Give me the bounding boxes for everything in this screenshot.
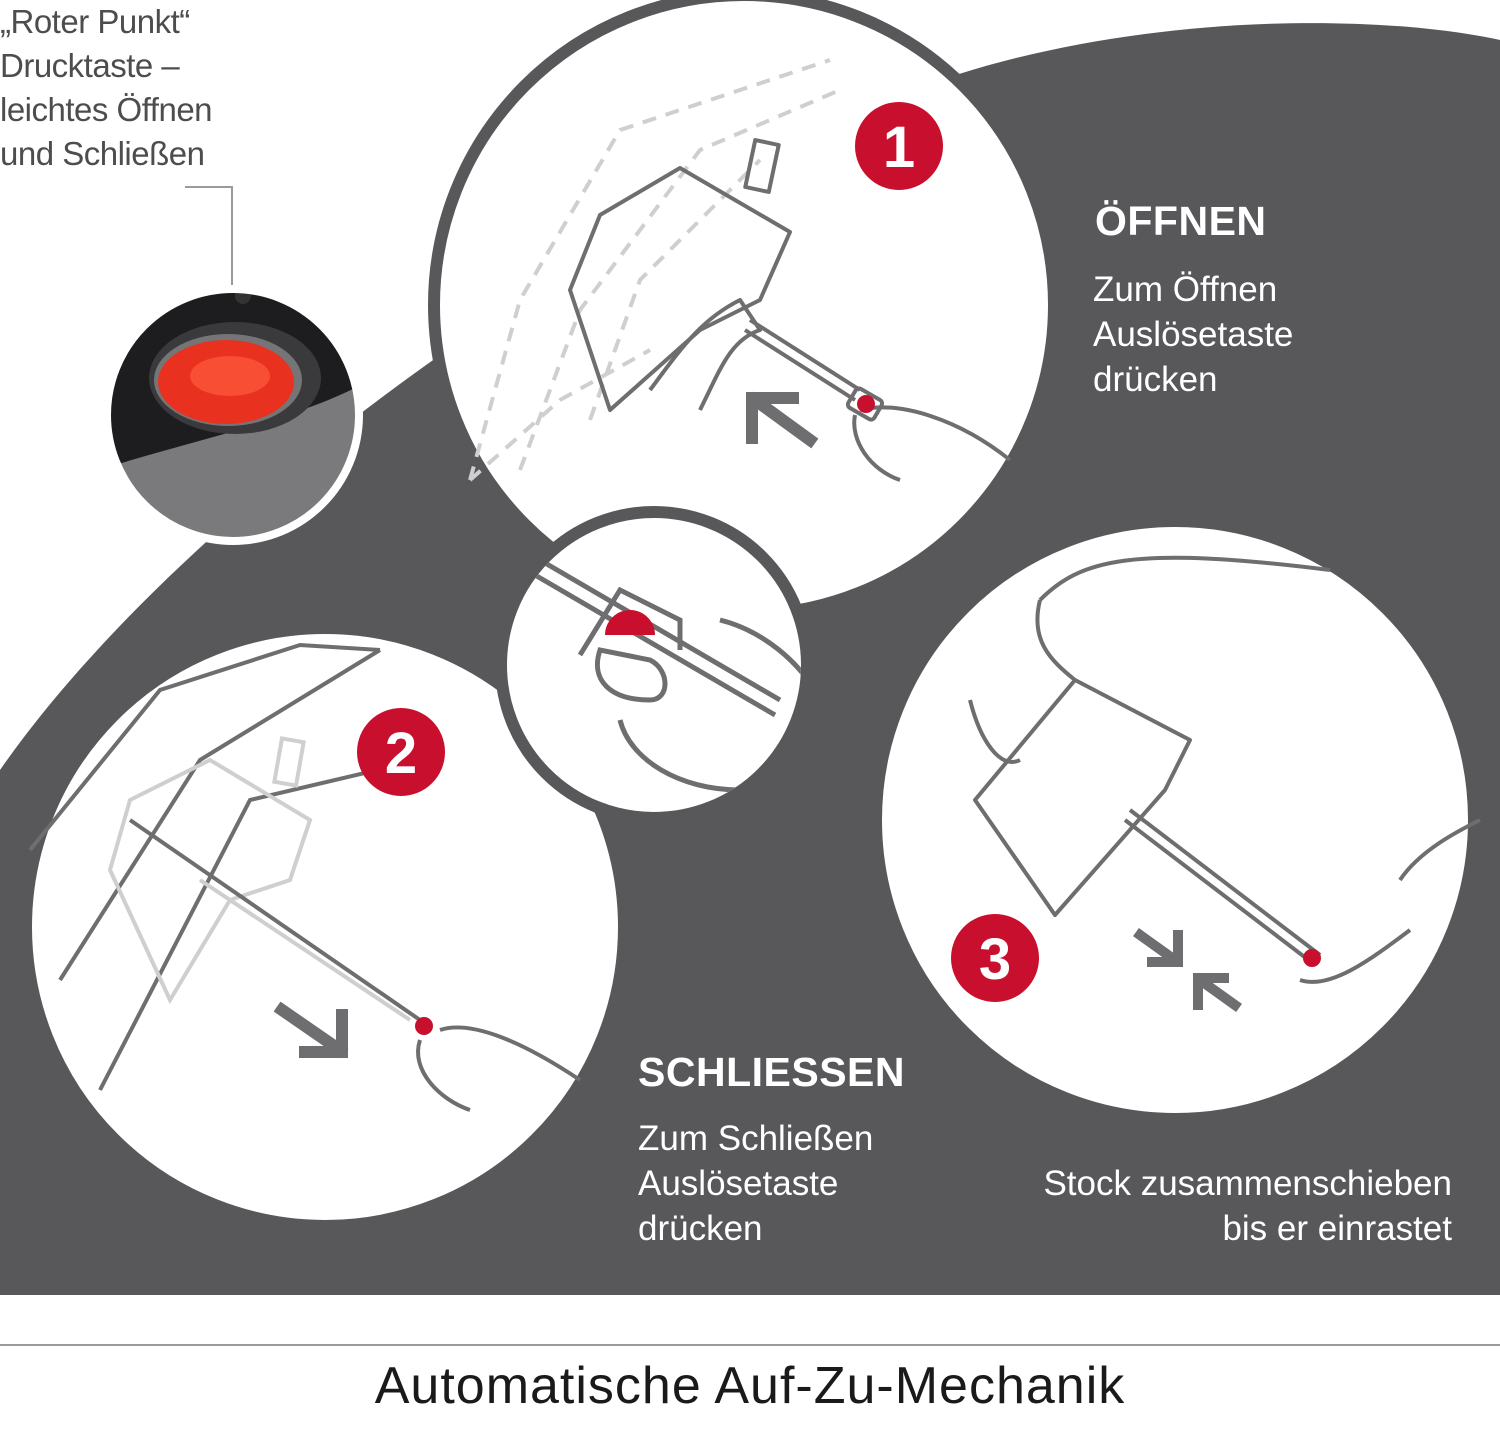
step-2-number: 2 — [384, 721, 418, 786]
step-1-illustration — [434, 0, 1054, 615]
step-2-line-2: Auslösetaste — [638, 1164, 839, 1203]
step-2-heading: SCHLIESSEN — [638, 1049, 905, 1095]
step-2-description — [638, 1116, 898, 1251]
step-1-line-2: Auslösetaste — [1093, 315, 1294, 354]
callout-leader-line — [185, 187, 232, 292]
callout-line-1: „Roter Punkt“ — [0, 3, 190, 40]
footer-title: Automatische Auf-Zu-Mechanik — [374, 1357, 1126, 1415]
step-3-line-1: Stock zusammenschieben — [1043, 1164, 1452, 1203]
step-3-line-2: bis er einrastet — [1222, 1209, 1452, 1248]
callout-line-3: leichtes Öffnen — [0, 91, 213, 128]
step-1-line-3: drücken — [1093, 360, 1218, 399]
step-2-line-1: Zum Schließen — [638, 1119, 874, 1158]
step-3-description — [1012, 1161, 1452, 1251]
step-1-number: 1 — [882, 115, 916, 180]
callout-line-2: Drucktaste – — [0, 47, 180, 84]
step-1-line-1: Zum Öffnen — [1093, 270, 1278, 309]
callout-line-4: und Schließen — [0, 135, 205, 172]
step-1-description — [1093, 267, 1323, 402]
callout-text — [0, 0, 232, 176]
step-1-heading: ÖFFNEN — [1095, 198, 1267, 244]
step-3-illustration — [878, 523, 1480, 1117]
step-2-line-3: drücken — [638, 1209, 763, 1248]
step-3-number: 3 — [978, 927, 1012, 992]
